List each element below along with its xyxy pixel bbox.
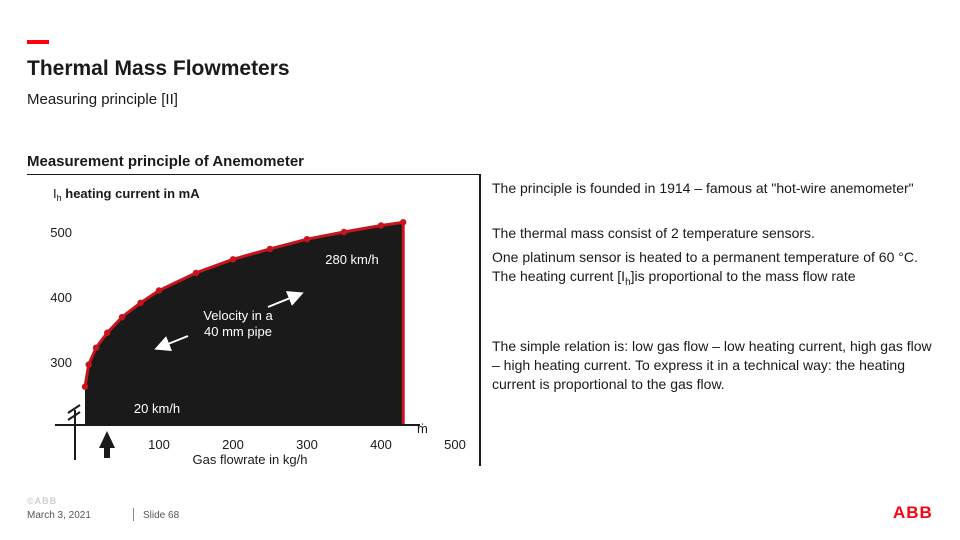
x-tick-label: 400 <box>370 437 392 452</box>
up-arrow-stem <box>104 446 110 458</box>
speed-low-label: 20 km/h <box>133 401 181 416</box>
data-point <box>119 314 125 320</box>
text-block-relation: The simple relation is: low gas flow – low heating current, high gas flow – high heating current. To express it in a technical way: the heating current is proportional to the gas flow. <box>492 338 932 392</box>
velocity-label-line1: Velocity in a <box>203 308 273 323</box>
y-tick-labels <box>50 225 72 370</box>
y-tick-label: 500 <box>50 225 72 240</box>
data-point <box>193 270 199 276</box>
y-tick-label: 300 <box>50 355 72 370</box>
section-title: Measurement principle of Anemometer <box>27 153 305 170</box>
data-point <box>86 361 92 367</box>
x-tick-label: 500 <box>444 437 466 452</box>
abb-logo: ABB <box>893 503 933 522</box>
footer-logo: ©ABB <box>27 496 58 506</box>
anemometer-chart <box>0 0 480 480</box>
up-arrow-icon <box>99 431 115 448</box>
data-point <box>378 222 384 228</box>
data-point <box>230 256 236 262</box>
text-block-history: The principle is founded in 1914 – famous at "hot-wire anemometer" <box>492 180 914 196</box>
x-tick-labels <box>148 437 466 452</box>
footer-separator <box>133 508 134 521</box>
slide-subtitle: Measuring principle [II] <box>27 91 178 108</box>
data-point <box>137 300 143 306</box>
y-tick-label: 400 <box>50 290 72 305</box>
data-point <box>104 330 110 336</box>
text-block-heating: One platinum sensor is heated to a permanent temperature of 60 °C. The heating current $[I_h]is$ proportional to the mass flow rate <box>492 249 918 288</box>
mass-flow-symbol: ṁ <box>417 421 428 436</box>
data-point <box>341 229 347 235</box>
text-block-sensors: The thermal mass consist of 2 temperature sensors. <box>492 225 815 241</box>
footer-slide-number: Slide 68 <box>143 510 180 521</box>
x-tick-label: 100 <box>148 437 170 452</box>
y-axis-title: $I_h$ heating current in mA <box>53 186 200 203</box>
data-point <box>156 287 162 293</box>
slide-title: Thermal Mass Flowmeters <box>27 57 290 80</box>
velocity-label-line2: 40 mm pipe <box>204 324 272 339</box>
x-tick-label: 200 <box>222 437 244 452</box>
speed-high-label: 280 km/h <box>325 252 379 267</box>
data-point <box>93 345 99 351</box>
footer-date: March 3, 2021 <box>27 510 91 521</box>
data-point <box>304 236 310 242</box>
data-point <box>82 384 88 390</box>
x-tick-label: 300 <box>296 437 318 452</box>
data-point <box>267 246 273 252</box>
x-axis-title: Gas flowrate in kg/h <box>192 452 308 467</box>
